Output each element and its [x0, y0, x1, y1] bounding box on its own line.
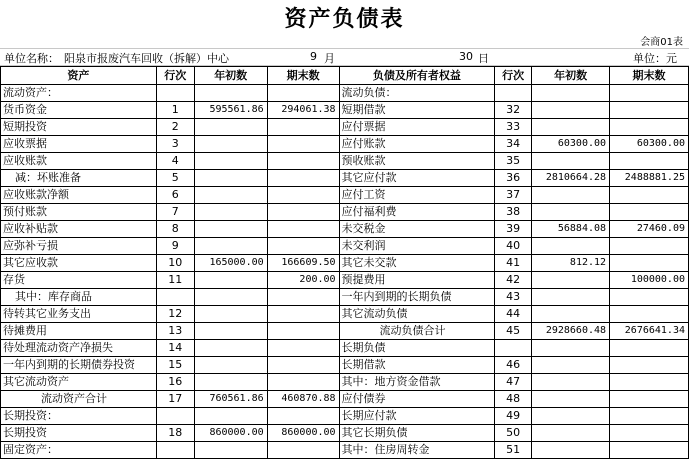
- liability-end-value: [610, 289, 689, 306]
- unit-name: 阳泉市报废汽车回收（拆解）中心: [64, 52, 229, 65]
- liability-begin-value: [532, 357, 610, 374]
- liability-line: 45: [495, 323, 532, 340]
- liability-line: 32: [495, 102, 532, 119]
- liability-name: 应付福利费: [339, 204, 495, 221]
- liability-line: 47: [495, 374, 532, 391]
- liability-name: 其它长期负债: [339, 425, 495, 442]
- liability-begin-value: [532, 425, 610, 442]
- header-liabilities: 负债及所有者权益: [339, 67, 495, 85]
- table-row: [1, 442, 689, 459]
- asset-begin-value: [194, 170, 267, 187]
- asset-end-value: [267, 119, 339, 136]
- liability-begin-value: [532, 306, 610, 323]
- asset-line: 5: [156, 170, 194, 187]
- liability-line: 33: [495, 119, 532, 136]
- liability-end-value: 60300.00: [610, 136, 689, 153]
- asset-line: 12: [156, 306, 194, 323]
- month-number: 9: [310, 50, 317, 63]
- liability-begin-value: [532, 238, 610, 255]
- liability-name: 其中：住房周转金: [339, 442, 495, 459]
- table-row: [1, 221, 689, 238]
- asset-begin-value: [194, 289, 267, 306]
- asset-begin-value: [194, 187, 267, 204]
- liability-end-value: 2488881.25: [610, 170, 689, 187]
- asset-line: 15: [156, 357, 194, 374]
- asset-end-value: 166609.50: [267, 255, 339, 272]
- form-code-row: [0, 31, 689, 49]
- liability-line: 37: [495, 187, 532, 204]
- header-end: 期末数: [267, 67, 339, 85]
- liability-name: 其它流动负债: [339, 306, 495, 323]
- asset-line: 9: [156, 238, 194, 255]
- asset-end-value: [267, 170, 339, 187]
- day-label: 日: [478, 52, 489, 65]
- asset-name: 减：坏账准备: [1, 170, 157, 187]
- asset-end-value: [267, 306, 339, 323]
- liability-name: 应付债券: [339, 391, 495, 408]
- asset-end-value: [267, 408, 339, 425]
- asset-end-value: [267, 221, 339, 238]
- asset-name: 其中：库存商品: [1, 289, 157, 306]
- asset-name: 待转其它业务支出: [1, 306, 157, 323]
- liability-line: 36: [495, 170, 532, 187]
- liability-line: 46: [495, 357, 532, 374]
- liability-begin-value: [532, 272, 610, 289]
- liability-name: 长期负债: [339, 340, 495, 357]
- liability-end-value: [610, 374, 689, 391]
- day-number: 30: [459, 50, 473, 63]
- asset-name: 预付账款: [1, 204, 157, 221]
- liability-begin-value: 812.12: [532, 255, 610, 272]
- asset-line: 14: [156, 340, 194, 357]
- liability-begin-value: [532, 442, 610, 459]
- asset-begin-value: [194, 374, 267, 391]
- asset-name: 货币资金: [1, 102, 157, 119]
- table-row: [1, 374, 689, 391]
- liability-begin-value: [532, 187, 610, 204]
- liability-begin-value: [532, 391, 610, 408]
- liability-line: 49: [495, 408, 532, 425]
- asset-begin-value: [194, 153, 267, 170]
- liability-end-value: [610, 119, 689, 136]
- asset-name: 其它应收款: [1, 255, 157, 272]
- asset-begin-value: [194, 221, 267, 238]
- table-row: [1, 289, 689, 306]
- asset-line: 4: [156, 153, 194, 170]
- liability-end-value: [610, 408, 689, 425]
- header-begin-2: 年初数: [532, 67, 610, 85]
- table-row: [1, 391, 689, 408]
- liability-end-value: 100000.00: [610, 272, 689, 289]
- asset-name: 其它流动资产: [1, 374, 157, 391]
- form-code: 会商01表: [640, 37, 683, 48]
- asset-name: 长期投资：: [1, 408, 157, 425]
- asset-line: 7: [156, 204, 194, 221]
- asset-name: 流动资产：: [1, 85, 157, 102]
- liability-line: 41: [495, 255, 532, 272]
- liability-line: 42: [495, 272, 532, 289]
- header-asset: 资产: [1, 67, 157, 85]
- liability-name: 应付账款: [339, 136, 495, 153]
- asset-line: [156, 289, 194, 306]
- asset-line: 13: [156, 323, 194, 340]
- table-row: [1, 102, 689, 119]
- asset-begin-value: [194, 442, 267, 459]
- table-row: [1, 340, 689, 357]
- table-row: [1, 153, 689, 170]
- month-label: 月: [324, 52, 335, 65]
- asset-end-value: [267, 187, 339, 204]
- liability-name: 一年内到期的长期负债: [339, 289, 495, 306]
- asset-end-value: [267, 289, 339, 306]
- liability-end-value: [610, 306, 689, 323]
- liability-line: 48: [495, 391, 532, 408]
- liability-end-value: [610, 102, 689, 119]
- asset-line: 17: [156, 391, 194, 408]
- asset-name: 应收票据: [1, 136, 157, 153]
- asset-end-value: 200.00: [267, 272, 339, 289]
- liability-end-value: [610, 357, 689, 374]
- asset-end-value: 460870.88: [267, 391, 339, 408]
- asset-begin-value: 595561.86: [194, 102, 267, 119]
- table-row: [1, 272, 689, 289]
- asset-line: 2: [156, 119, 194, 136]
- liability-begin-value: [532, 153, 610, 170]
- asset-name: 流动资产合计: [1, 391, 157, 408]
- liability-name: 未交税金: [339, 221, 495, 238]
- liability-name: 流动负债：: [339, 85, 495, 102]
- liability-begin-value: [532, 374, 610, 391]
- asset-begin-value: [194, 238, 267, 255]
- liability-line: 51: [495, 442, 532, 459]
- asset-begin-value: [194, 204, 267, 221]
- liability-begin-value: 56884.08: [532, 221, 610, 238]
- asset-line: [156, 442, 194, 459]
- asset-line: 6: [156, 187, 194, 204]
- liability-end-value: [610, 85, 689, 102]
- liability-begin-value: 2928660.48: [532, 323, 610, 340]
- asset-name: 待处理流动资产净损失: [1, 340, 157, 357]
- table-header-row: [1, 67, 689, 85]
- asset-line: 18: [156, 425, 194, 442]
- liability-begin-value: 2810664.28: [532, 170, 610, 187]
- table-row: [1, 170, 689, 187]
- asset-begin-value: [194, 136, 267, 153]
- asset-name: 应收账款净额: [1, 187, 157, 204]
- asset-end-value: [267, 323, 339, 340]
- header-line: 行次: [156, 67, 194, 85]
- asset-name: 固定资产：: [1, 442, 157, 459]
- liability-line: 40: [495, 238, 532, 255]
- asset-begin-value: [194, 340, 267, 357]
- asset-end-value: [267, 442, 339, 459]
- liability-line: [495, 85, 532, 102]
- table-row: [1, 136, 689, 153]
- liability-begin-value: [532, 408, 610, 425]
- liability-end-value: 2676641.34: [610, 323, 689, 340]
- liability-end-value: [610, 238, 689, 255]
- asset-end-value: [267, 153, 339, 170]
- liability-begin-value: [532, 85, 610, 102]
- table-row: [1, 255, 689, 272]
- asset-line: [156, 85, 194, 102]
- asset-end-value: [267, 340, 339, 357]
- asset-end-value: [267, 204, 339, 221]
- header-begin: 年初数: [194, 67, 267, 85]
- liability-line: 44: [495, 306, 532, 323]
- liability-begin-value: [532, 102, 610, 119]
- liability-name: 预收账款: [339, 153, 495, 170]
- liability-end-value: [610, 204, 689, 221]
- asset-begin-value: [194, 85, 267, 102]
- balance-sheet-table: [0, 66, 689, 459]
- liability-begin-value: [532, 289, 610, 306]
- asset-name: 应收账款: [1, 153, 157, 170]
- asset-begin-value: [194, 272, 267, 289]
- liability-end-value: [610, 391, 689, 408]
- table-row: [1, 204, 689, 221]
- table-row: [1, 238, 689, 255]
- asset-end-value: 294061.38: [267, 102, 339, 119]
- liability-line: 34: [495, 136, 532, 153]
- table-row: [1, 323, 689, 340]
- liability-name: 短期借款: [339, 102, 495, 119]
- asset-name: 存货: [1, 272, 157, 289]
- liability-name: 长期借款: [339, 357, 495, 374]
- liability-name: 应付票据: [339, 119, 495, 136]
- liability-end-value: [610, 340, 689, 357]
- asset-end-value: [267, 374, 339, 391]
- table-row: [1, 187, 689, 204]
- report-title: 资产负债表: [284, 6, 405, 32]
- asset-line: 11: [156, 272, 194, 289]
- liability-begin-value: [532, 204, 610, 221]
- liability-line: 35: [495, 153, 532, 170]
- asset-line: 1: [156, 102, 194, 119]
- asset-end-value: [267, 85, 339, 102]
- table-row: [1, 425, 689, 442]
- report-header-info: [0, 48, 689, 66]
- asset-name: 应收补贴款: [1, 221, 157, 238]
- liability-end-value: [610, 425, 689, 442]
- liability-name: 长期应付款: [339, 408, 495, 425]
- liability-end-value: 27460.09: [610, 221, 689, 238]
- table-row: [1, 119, 689, 136]
- liability-name: 其中：地方资金借款: [339, 374, 495, 391]
- asset-begin-value: [194, 306, 267, 323]
- asset-begin-value: [194, 119, 267, 136]
- asset-end-value: [267, 357, 339, 374]
- asset-begin-value: 760561.86: [194, 391, 267, 408]
- table-row: [1, 408, 689, 425]
- liability-begin-value: 60300.00: [532, 136, 610, 153]
- asset-begin-value: [194, 323, 267, 340]
- asset-line: [156, 408, 194, 425]
- header-line-2: 行次: [495, 67, 532, 85]
- table-row: [1, 357, 689, 374]
- currency-unit: 单位：元: [633, 52, 677, 65]
- asset-name: 一年内到期的长期债券投资: [1, 357, 157, 374]
- asset-name: 待摊费用: [1, 323, 157, 340]
- asset-end-value: [267, 136, 339, 153]
- asset-line: 10: [156, 255, 194, 272]
- liability-begin-value: [532, 340, 610, 357]
- table-row: [1, 306, 689, 323]
- liability-name: 其它未交款: [339, 255, 495, 272]
- liability-name: 未交利润: [339, 238, 495, 255]
- liability-line: 39: [495, 221, 532, 238]
- liability-name: 流动负债合计: [339, 323, 495, 340]
- asset-begin-value: 860000.00: [194, 425, 267, 442]
- asset-line: 3: [156, 136, 194, 153]
- liability-line: 43: [495, 289, 532, 306]
- asset-name: 应弥补亏损: [1, 238, 157, 255]
- liability-line: [495, 340, 532, 357]
- asset-line: 8: [156, 221, 194, 238]
- liability-end-value: [610, 255, 689, 272]
- liability-end-value: [610, 187, 689, 204]
- asset-begin-value: [194, 357, 267, 374]
- asset-begin-value: 165000.00: [194, 255, 267, 272]
- liability-name: 预提费用: [339, 272, 495, 289]
- asset-end-value: [267, 238, 339, 255]
- liability-name: 其它应付款: [339, 170, 495, 187]
- asset-name: 短期投资: [1, 119, 157, 136]
- unit-name-label: 单位名称：: [4, 52, 59, 65]
- liability-name: 应付工资: [339, 187, 495, 204]
- liability-end-value: [610, 153, 689, 170]
- asset-end-value: 860000.00: [267, 425, 339, 442]
- asset-line: 16: [156, 374, 194, 391]
- liability-end-value: [610, 442, 689, 459]
- header-end-2: 期末数: [610, 67, 689, 85]
- liability-line: 50: [495, 425, 532, 442]
- liability-line: 38: [495, 204, 532, 221]
- asset-begin-value: [194, 408, 267, 425]
- liability-begin-value: [532, 119, 610, 136]
- asset-name: 长期投资: [1, 425, 157, 442]
- table-row: [1, 85, 689, 102]
